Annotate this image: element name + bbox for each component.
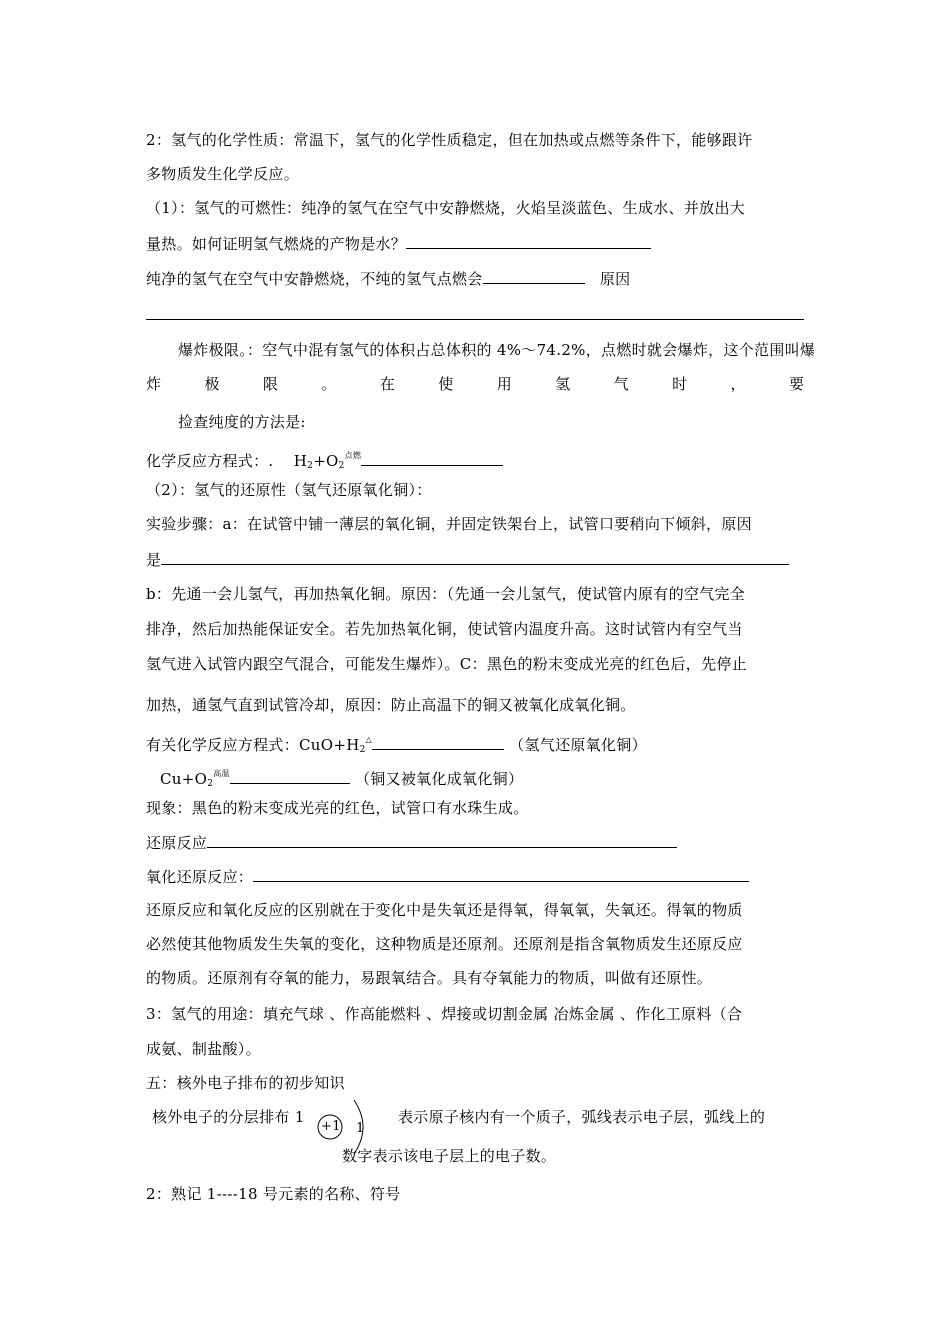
answer-line[interactable] xyxy=(146,319,804,320)
equation: $H_2+O_2^{点燃}$ xyxy=(293,451,362,471)
section-heading: 五：核外电子排布的初步知识 xyxy=(146,1074,345,1092)
reaction-condition: 点燃 xyxy=(344,451,362,460)
answer-blank[interactable] xyxy=(361,450,503,466)
equation-label: 化学反应方程式：. xyxy=(146,452,274,470)
answer-blank[interactable] xyxy=(161,549,789,565)
electron-count: 1 xyxy=(356,1121,365,1136)
answer-blank[interactable] xyxy=(230,768,350,784)
paragraph-line: 表示原子核内有一个质子，弧线表示电子层，弧线上的 xyxy=(398,1108,766,1126)
answer-blank[interactable] xyxy=(372,734,504,750)
question-line xyxy=(146,832,677,853)
question-line xyxy=(146,233,651,254)
paragraph-line: 氢气进入试管内跟空气混合，可能发生爆炸）。C：黑色的粉末变成光亮的红色后，先停止 xyxy=(146,655,747,673)
spread-line xyxy=(146,374,804,394)
char: 时 xyxy=(672,375,688,393)
equation-line xyxy=(160,764,523,794)
equation-label: 有关化学反应方程式： xyxy=(146,736,300,754)
paragraph-line: 捡查纯度的方法是: xyxy=(178,413,306,431)
question-line xyxy=(146,268,630,289)
paragraph-line: 2：氢气的化学性质：常温下，氢气的化学性质稳定，但在加热或点燃等条件下，能够跟许 xyxy=(146,131,753,149)
paragraph-line: b：先通一会儿氢气，再加热氧化铜。原因：（先通一会儿氢气，使试管内原有的空气完全 xyxy=(146,585,746,603)
answer-blank[interactable] xyxy=(483,268,585,284)
char: 极 xyxy=(204,375,220,393)
paragraph-line: 加热，通氢气直到试管冷却，原因：防止高温下的铜又被氧化成氧化铜。 xyxy=(146,696,636,714)
char: 用 xyxy=(496,375,512,393)
question-line xyxy=(146,549,789,570)
equation-line xyxy=(146,730,647,760)
answer-blank[interactable] xyxy=(207,832,677,848)
equation-note: （铜又被氧化成氧化铜） xyxy=(354,770,524,788)
paragraph-line: 成氨、制盐酸）。 xyxy=(146,1040,261,1058)
nucleus-label: +1 xyxy=(321,1119,341,1134)
question-text: 量热。如何证明氢气燃烧的产物是水？ xyxy=(146,235,407,253)
paragraph-line: 必然使其他物质发生失氧的变化，这种物质是还原剂。还原剂是指含氧物质发生还原反应 xyxy=(146,935,743,953)
answer-blank[interactable] xyxy=(406,233,651,249)
reason-label: 原因 xyxy=(599,270,631,288)
char: 氢 xyxy=(555,375,571,393)
question-line xyxy=(146,866,749,887)
question-text: 纯净的氢气在空气中安静燃烧，不纯的氢气点燃会 xyxy=(146,270,483,288)
paragraph-line: 实验步骤：a：在试管中铺一薄层的氧化铜，并固定铁架台上，试管口要稍向下倾斜，原因 xyxy=(146,515,752,533)
answer-blank[interactable] xyxy=(253,866,749,882)
paragraph-line: 排净，然后加热能保证安全。若先加热氧化铜，使试管内温度升高。这时试管内有空气当 xyxy=(146,620,743,638)
paragraph-line: 核外电子的分层排布 1 xyxy=(152,1108,305,1126)
paragraph-line: （1）：氢气的可燃性：纯净的氢气在空气中安静燃烧，火焰呈淡蓝色、生成水、并放出大 xyxy=(146,199,746,217)
char: 在 xyxy=(379,375,395,393)
char: 气 xyxy=(613,375,629,393)
paragraph-line: 的物质。还原剂有夺氧的能力，易跟氧结合。具有夺氧能力的物质，叫做有还原性。 xyxy=(146,969,713,987)
paragraph-line: 多物质发生化学反应。 xyxy=(146,165,300,183)
char: 。 xyxy=(321,375,337,393)
equation: $CuO+H_2^\triangle$ xyxy=(299,735,373,755)
paragraph-line: 数字表示该电子层上的电子数。 xyxy=(342,1147,557,1165)
equation-note: （氢气还原氧化铜） xyxy=(509,736,647,754)
char: 限 xyxy=(262,375,278,393)
paragraph-line: 爆炸极限。：空气中混有氢气的体积占总体积的 4%～74.2%，点燃时就会爆炸，这个范围叫爆 xyxy=(178,341,816,359)
char: 使 xyxy=(438,375,454,393)
equation-line xyxy=(146,446,503,476)
paragraph-line: （2）：氢气的还原性（氢气还原氧化铜）： xyxy=(146,481,432,499)
question-text: 氧化还原反应： xyxy=(146,868,254,886)
question-text: 还原反应 xyxy=(146,834,208,852)
paragraph-line: 还原反应和氧化反应的区别就在于变化中是失氧还是得氧，得氧氧，失氧还。得氧的物质 xyxy=(146,901,743,919)
question-text: 是 xyxy=(146,551,162,569)
equation: $Cu+O_2^{高温}$ xyxy=(160,769,230,789)
reaction-condition: △ xyxy=(365,735,373,744)
char: ， xyxy=(730,375,746,393)
char: 要 xyxy=(788,375,804,393)
paragraph-line: 3：氢气的用途：填充气球 、作高能燃料 、焊接或切割金属 冶炼金属 、作化工原料（合 xyxy=(146,1005,743,1023)
reaction-condition: 高温 xyxy=(213,769,230,778)
paragraph-line: 2：熟记 1----18 号元素的名称、符号 xyxy=(146,1185,401,1203)
paragraph-line: 现象：黑色的粉末变成光亮的红色，试管口有水珠生成。 xyxy=(146,799,529,817)
char: 炸 xyxy=(146,375,162,393)
